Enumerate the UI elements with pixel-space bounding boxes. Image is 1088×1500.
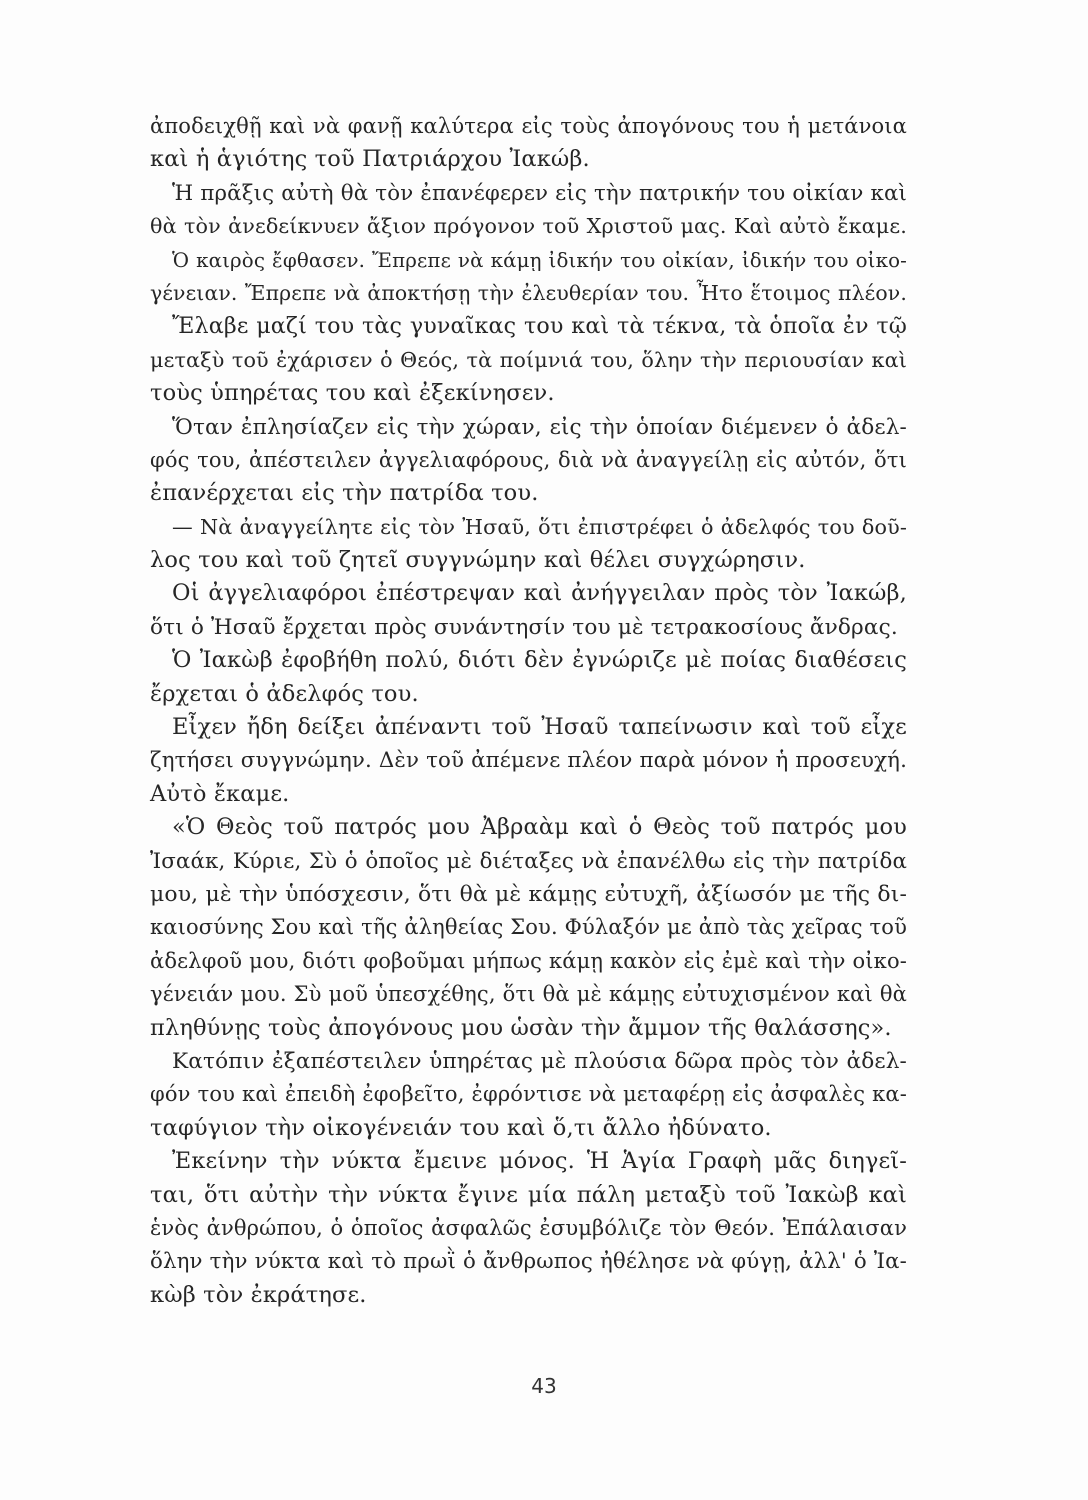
text-line: ἀδελφοῦ μου, διότι φοβοῦμαι μήπως κάμῃ κακὸν εἰς ἐμὲ καὶ τὴν οἰκο-	[150, 948, 907, 973]
text-line: ἐπανέρχεται εἰς τὴν πατρίδα του.	[150, 480, 539, 507]
text-line: καιοσύνης Σου καὶ τῆς ἀληθείας Σου. Φύλαξόν με ἀπὸ τὰς χεῖρας τοῦ	[150, 915, 907, 940]
text-line: ἔρχεται ὁ ἀδελφός του.	[150, 680, 419, 707]
text-line: κὼβ τὸν ἐκράτησε.	[150, 1281, 367, 1308]
text-line: γένειάν μου. Σὺ μοῦ ὑπεσχέθης, ὅτι θὰ μὲ κάμῃς εὐτυχισμένον καὶ θὰ	[150, 982, 907, 1007]
text-line: λος του καὶ τοῦ ζητεῖ συγγνώμην καὶ θέλει συγχώρησιν.	[150, 547, 806, 574]
text-line: Εἶχεν ἤδη δείξει ἀπέναντι τοῦ Ἠσαῦ ταπείνωσιν καὶ τοῦ εἶχε	[172, 714, 907, 741]
text-line: Ὁ Ἰακὼβ ἐφοβήθη πολύ, διότι δὲν ἐγνώριζε μὲ ποίας διαθέσεις	[172, 647, 907, 674]
text-line: ζητήσει συγγνώμην. Δὲν τοῦ ἀπέμενε πλέον παρὰ μόνον ἡ προσευχή.	[150, 748, 907, 774]
text-line: Ἡ πρᾶξις αὐτὴ θὰ τὸν ἐπανέφερεν εἰς τὴν πατρικήν του οἰκίαν καὶ	[172, 180, 907, 206]
text-line: μου, μὲ τὴν ὑπόσχεσιν, ὅτι θὰ μὲ κάμῃς εὐτυχῆ, ἀξίωσόν με τῆς δι-	[150, 881, 907, 907]
text-line: ταφύγιον τὴν οἰκογένειάν του καὶ ὅ,τι ἄλλο ἠδύνατο.	[150, 1114, 772, 1141]
page-number: 43	[531, 1374, 557, 1398]
text-line: γένειαν. Ἔπρεπε νὰ ἀποκτήσῃ τὴν ἐλευθερίαν του. Ἦτο ἕτοιμος πλέον.	[150, 280, 907, 305]
text-line: καὶ ἡ ἁγιότης τοῦ Πατριάρχου Ἰακώβ.	[150, 146, 590, 173]
text-line: τοὺς ὑπηρέτας του καὶ ἐξεκίνησεν.	[150, 380, 555, 407]
text-line: Κατόπιν ἐξαπέστειλεν ὑπηρέτας μὲ πλούσια δῶρα πρὸς τὸν ἀδελ-	[172, 1048, 907, 1074]
text-line: Ἐκείνην τὴν νύκτα ἔμεινε μόνος. Ἡ Ἁγία Γραφὴ μᾶς διηγεῖ-	[172, 1148, 907, 1175]
text-line: Ὁ καιρὸς ἔφθασεν. Ἔπρεπε νὰ κάμῃ ἰδικήν του οἰκίαν, ἰδικήν του οἰκο-	[172, 248, 907, 272]
text-line: Αὐτὸ ἔκαμε.	[150, 780, 290, 807]
text-line: Ἔλαβε μαζί του τὰς γυναῖκας του καὶ τὰ τέκνα, τὰ ὁποῖα ἐν τῷ	[172, 313, 907, 340]
text-line: «Ὁ Θεὸς τοῦ πατρός μου Ἀβραὰμ καὶ ὁ Θεὸς τοῦ πατρός μου	[172, 814, 907, 841]
text-line: — Νὰ ἀναγγείλητε εἰς τὸν Ἠσαῦ, ὅτι ἐπιστρέφει ὁ ἀδελφός του δοῦ-	[172, 514, 907, 539]
body-text	[150, 110, 907, 1312]
text-line: θὰ τὸν ἀνεδείκνυεν ἄξιον πρόγονον τοῦ Χριστοῦ μας. Καὶ αὐτὸ ἔκαμε.	[150, 214, 907, 239]
text-line: Οἱ ἀγγελιαφόροι ἐπέστρεψαν καὶ ἀνήγγειλαν πρὸς τὸν Ἰακώβ,	[172, 580, 907, 607]
text-line: ἀποδειχθῇ καὶ νὰ φανῇ καλύτερα εἰς τοὺς ἀπογόνους του ἡ μετάνοια	[150, 114, 907, 138]
text-line: ὅτι ὁ Ἠσαῦ ἔρχεται πρὸς συνάντησίν του μὲ τετρακοσίους ἄνδρας.	[150, 614, 898, 640]
text-line: πληθύνῃς τοὺς ἀπογόνους μου ὡσὰν τὴν ἄμμον τῆς θαλάσσης».	[150, 1014, 892, 1041]
text-line: φός του, ἀπέστειλεν ἀγγελιαφόρους, διὰ νὰ ἀναγγείλῃ εἰς αὐτόν, ὅτι	[150, 447, 907, 472]
text-line: ὅλην τὴν νύκτα καὶ τὸ πρωῒ ὁ ἄνθρωπος ἠθέλησε νὰ φύγῃ, ἀλλ' ὁ Ἰα-	[150, 1249, 907, 1275]
text-line: Ὅταν ἐπλησίαζεν εἰς τὴν χώραν, εἰς τὴν ὁποίαν διέμενεν ὁ ἀδελ-	[172, 414, 907, 440]
text-line: μεταξὺ τοῦ ἐχάρισεν ὁ Θεός, τὰ ποίμνιά του, ὅλην τὴν περιουσίαν καὶ	[150, 347, 907, 372]
text-line: φόν του καὶ ἐπειδὴ ἐφοβεῖτο, ἐφρόντισε νὰ μεταφέρῃ εἰς ἀσφαλὲς κα-	[150, 1082, 907, 1107]
text-line: Ἰσαάκ, Κύριε, Σὺ ὁ ὁποῖος μὲ διέταξες νὰ ἐπανέλθω εἰς τὴν πατρίδα	[150, 848, 907, 874]
text-line: ται, ὅτι αὐτὴν τὴν νύκτα ἔγινε μία πάλη μεταξὺ τοῦ Ἰακὼβ καὶ	[150, 1181, 907, 1208]
text-line: ἑνὸς ἀνθρώπου, ὁ ὁποῖος ἀσφαλῶς ἐσυμβόλιζε τὸν Θεόν. Ἐπάλαισαν	[150, 1215, 907, 1240]
